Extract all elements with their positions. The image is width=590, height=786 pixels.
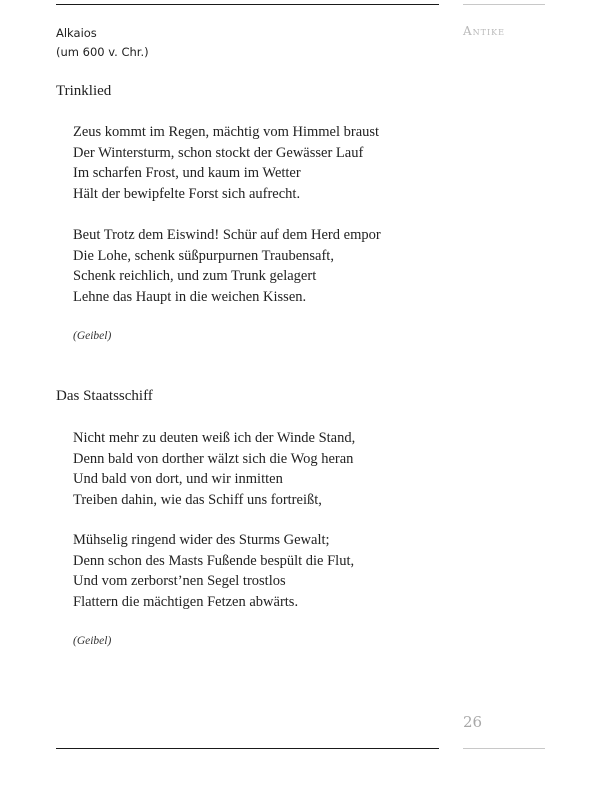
stanza [73, 530, 354, 612]
verse-line: Und vom zerborst’nen Segel trostlos [73, 573, 286, 589]
page-number: 26 [463, 713, 483, 731]
top-rule [56, 4, 439, 5]
verse-line: Die Lohe, schenk süßpurpurnen Traubensaft, [73, 247, 334, 264]
author-name: Alkaios [56, 26, 97, 40]
stanza [73, 225, 381, 307]
poem-attribution: (Geibel) [73, 330, 112, 342]
poem-title: Trinklied [56, 83, 112, 99]
verse-line: Flattern die mächtigen Fetzen abwärts. [73, 593, 299, 610]
verse-line: Denn schon des Masts Fußende bespült die Flut, [73, 552, 355, 569]
poem-attribution: (Geibel) [73, 635, 112, 647]
author-date: (um 600 v. Chr.) [56, 45, 149, 59]
verse-line: Zeus kommt im Regen, mächtig vom Himmel braust [73, 124, 380, 140]
verse-line: Der Wintersturm, schon stockt der Gewässer Lauf [73, 144, 364, 161]
author-block [56, 24, 149, 62]
verse-line: Beut Trotz dem Eiswind! Schür auf dem Herd empor [73, 227, 381, 243]
top-side-rule [463, 4, 545, 5]
verse-line: Denn bald von dorther wälzt sich die Wog heran [73, 450, 354, 467]
verse-line: Nicht mehr zu deuten weiß ich der Winde Stand, [73, 430, 356, 446]
stanza [73, 122, 379, 204]
poem-title: Das Staatsschiff [56, 388, 153, 404]
verse-line: Mühselig ringend wider des Sturms Gewalt; [73, 532, 330, 548]
verse-line: Lehne das Haupt in die weichen Kissen. [73, 288, 307, 305]
bottom-rule [56, 748, 439, 749]
verse-line: Und bald von dort, und wir inmitten [73, 471, 283, 487]
verse-line: Treiben dahin, wie das Schiff uns fortreißt, [73, 491, 322, 508]
section-label: Antike [463, 24, 505, 38]
verse-line: Hält der bewipfelte Forst sich aufrecht. [73, 185, 301, 202]
verse-line: Schenk reichlich, und zum Trunk gelagert [73, 268, 317, 284]
bottom-side-rule [463, 748, 545, 749]
stanza [73, 428, 355, 510]
verse-line: Im scharfen Frost, und kaum im Wetter [73, 165, 301, 181]
